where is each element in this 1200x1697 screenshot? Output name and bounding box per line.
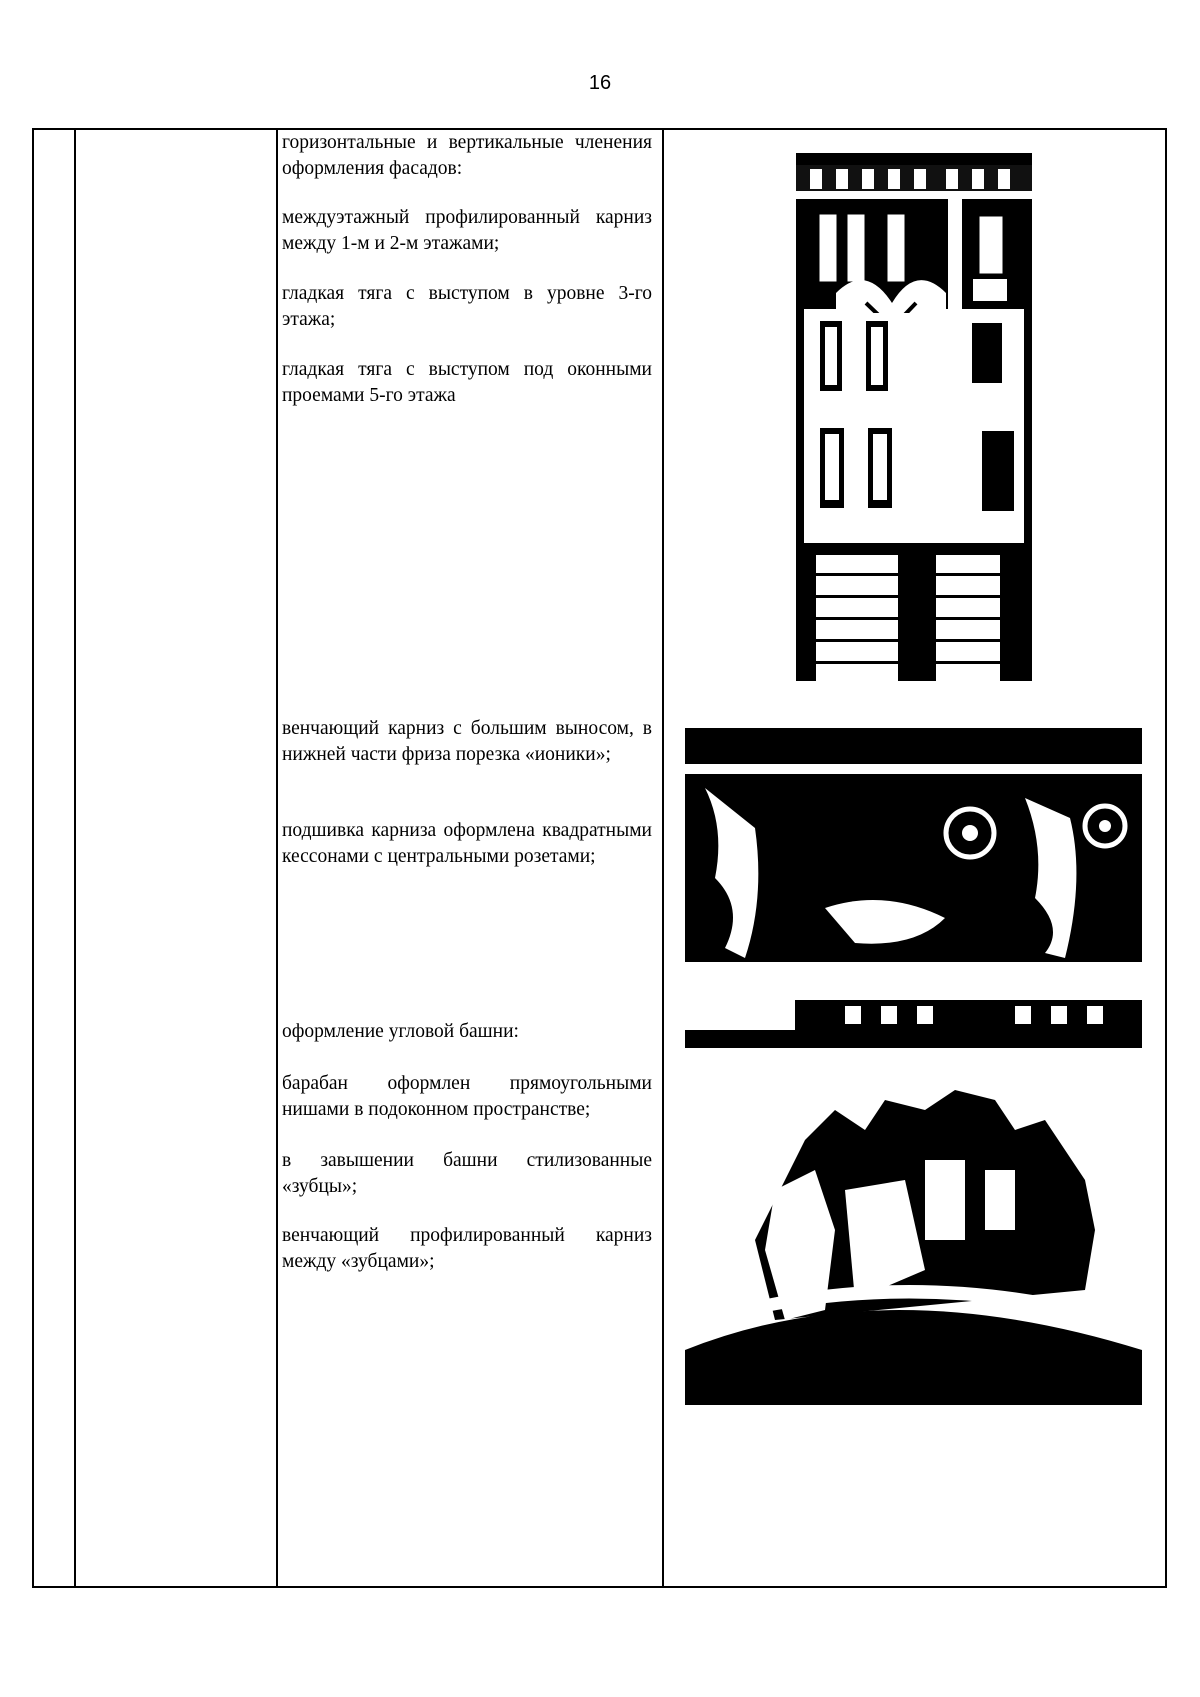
tower-photo — [685, 1070, 1142, 1405]
column-divider-2 — [276, 130, 278, 1586]
paragraph-interfloor-cornice: междуэтажный профилированный карниз между 1-м и 2-м этажами; — [282, 207, 652, 254]
column-divider-3 — [662, 130, 664, 1586]
paragraph-fifth-floor-band: гладкая тяга с выступом под оконными проемами 5-го этажа — [282, 359, 652, 406]
facade-photo — [796, 153, 1032, 681]
column-divider-1 — [74, 130, 76, 1586]
paragraph-corner-tower: оформление угловой башни: — [282, 1021, 519, 1042]
page-number: 16 — [588, 72, 612, 94]
paragraph-tower-cornice: венчающий профилированный карниз между «зубцами»; — [282, 1225, 652, 1272]
paragraph-crowning-cornice: венчающий карниз с большим выносом, в нижней части фриза порезка «ионики»; — [282, 718, 652, 765]
paragraph-tower-drum: барабан оформлен прямоугольными нишами в подоконном пространстве; — [282, 1073, 652, 1120]
paragraph-cornice-soffit: подшивка карниза оформлена квадратными кессонами с центральными розетами; — [282, 820, 652, 867]
cornice-photo — [685, 708, 1142, 1048]
paragraph-third-floor-band: гладкая тяга с выступом в уровне 3-го этажа; — [282, 283, 652, 330]
paragraph-tower-merlons: в завышении башни стилизованные «зубцы»; — [282, 1150, 652, 1197]
paragraph-facade-divisions: горизонтальные и вертикальные членения оформления фасадов: — [282, 132, 652, 179]
